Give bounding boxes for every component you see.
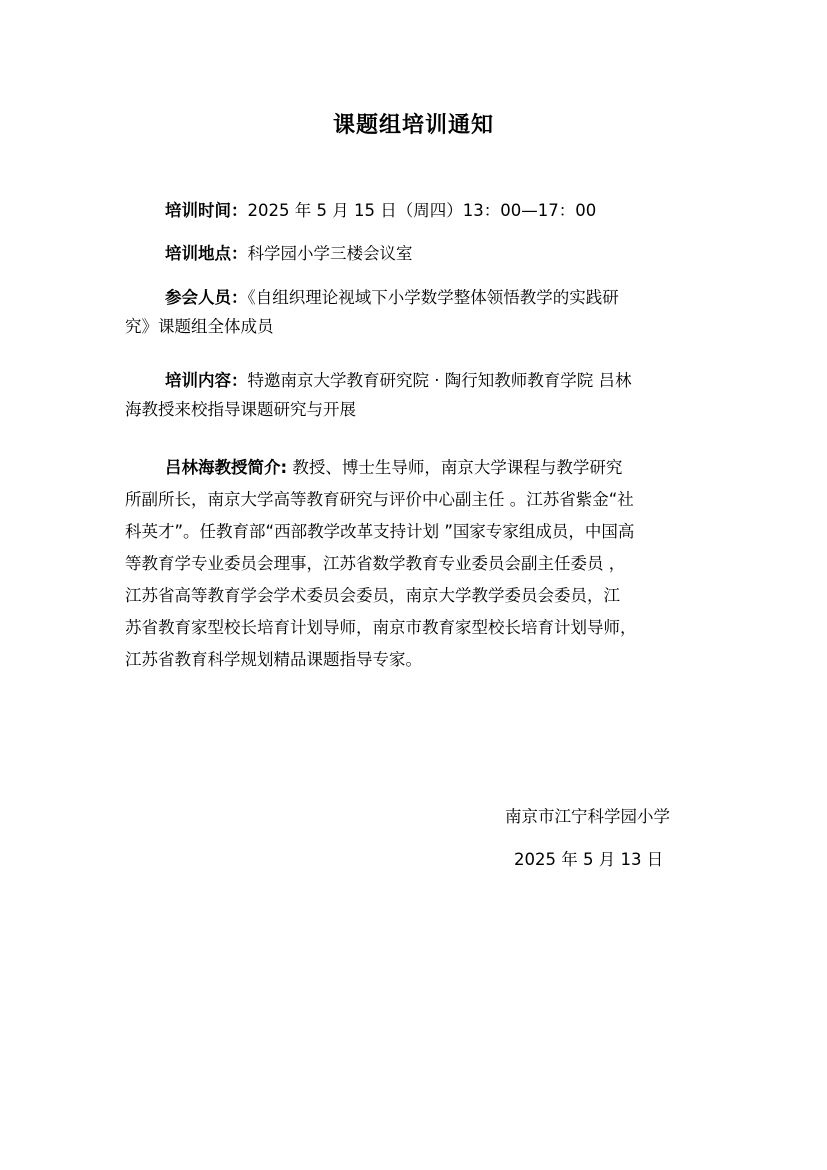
- attendees-line-1: 《自组织理论视域下小学数学整体领悟教学的实践研: [247, 288, 619, 307]
- professor-bio-line-7: 江苏省教育科学规划精品课题指导专家。: [125, 650, 422, 669]
- signature-date: 2025 年 5 月 13 日: [514, 850, 664, 869]
- professor-bio-line-5: 江苏省高等教育学会学术委员会委员，南京大学教学委员会委员，江: [125, 586, 620, 605]
- attendees-paragraph: [125, 283, 705, 341]
- attendees-line-2: 究》课题组全体成员: [125, 317, 274, 336]
- professor-bio-line-3: 科英才”。任教育部“西部教学改革支持计划 ”国家专家组成员，中国高: [125, 522, 635, 541]
- training-time-paragraph: [125, 196, 705, 225]
- professor-bio-line-6: 苏省教育家型校长培育计划导师，南京市教育家型校长培育计划导师，: [125, 618, 637, 637]
- training-content-line-2: 海教授来校指导课题研究与开展: [125, 400, 356, 419]
- professor-bio-label: 吕林海教授简介:: [165, 458, 288, 477]
- training-location-label: 培训地点：: [165, 244, 248, 263]
- training-location-paragraph: [125, 239, 705, 268]
- professor-bio-line-4: 等教育学专业委员会理事，江苏省数学教育专业委员会副主任委员 ，: [125, 554, 626, 573]
- training-location-value: 科学园小学三楼会议室: [247, 244, 413, 263]
- training-time-value: 2025 年 5 月 15 日（周四）13：00—17：00: [247, 201, 597, 220]
- training-content-line-1: 特邀南京大学教育研究院 · 陶行知教师教育学院 吕林: [247, 371, 632, 390]
- professor-bio-line-2: 所副所长，南京大学高等教育研究与评价中心副主任 。江苏省紫金“社: [125, 490, 634, 509]
- page-title: 课题组培训通知: [332, 113, 494, 138]
- attendees-label: 参会人员：: [165, 288, 248, 307]
- professor-bio-paragraph: [125, 452, 705, 676]
- training-content-label: 培训内容：: [165, 371, 248, 390]
- professor-bio-line-1: 教授、博士生导师，南京大学课程与教学研究: [287, 458, 623, 477]
- training-time-label: 培训时间：: [165, 201, 248, 220]
- training-content-paragraph: [125, 366, 705, 424]
- signature-organization: 南京市江宁科学园小学: [505, 807, 670, 826]
